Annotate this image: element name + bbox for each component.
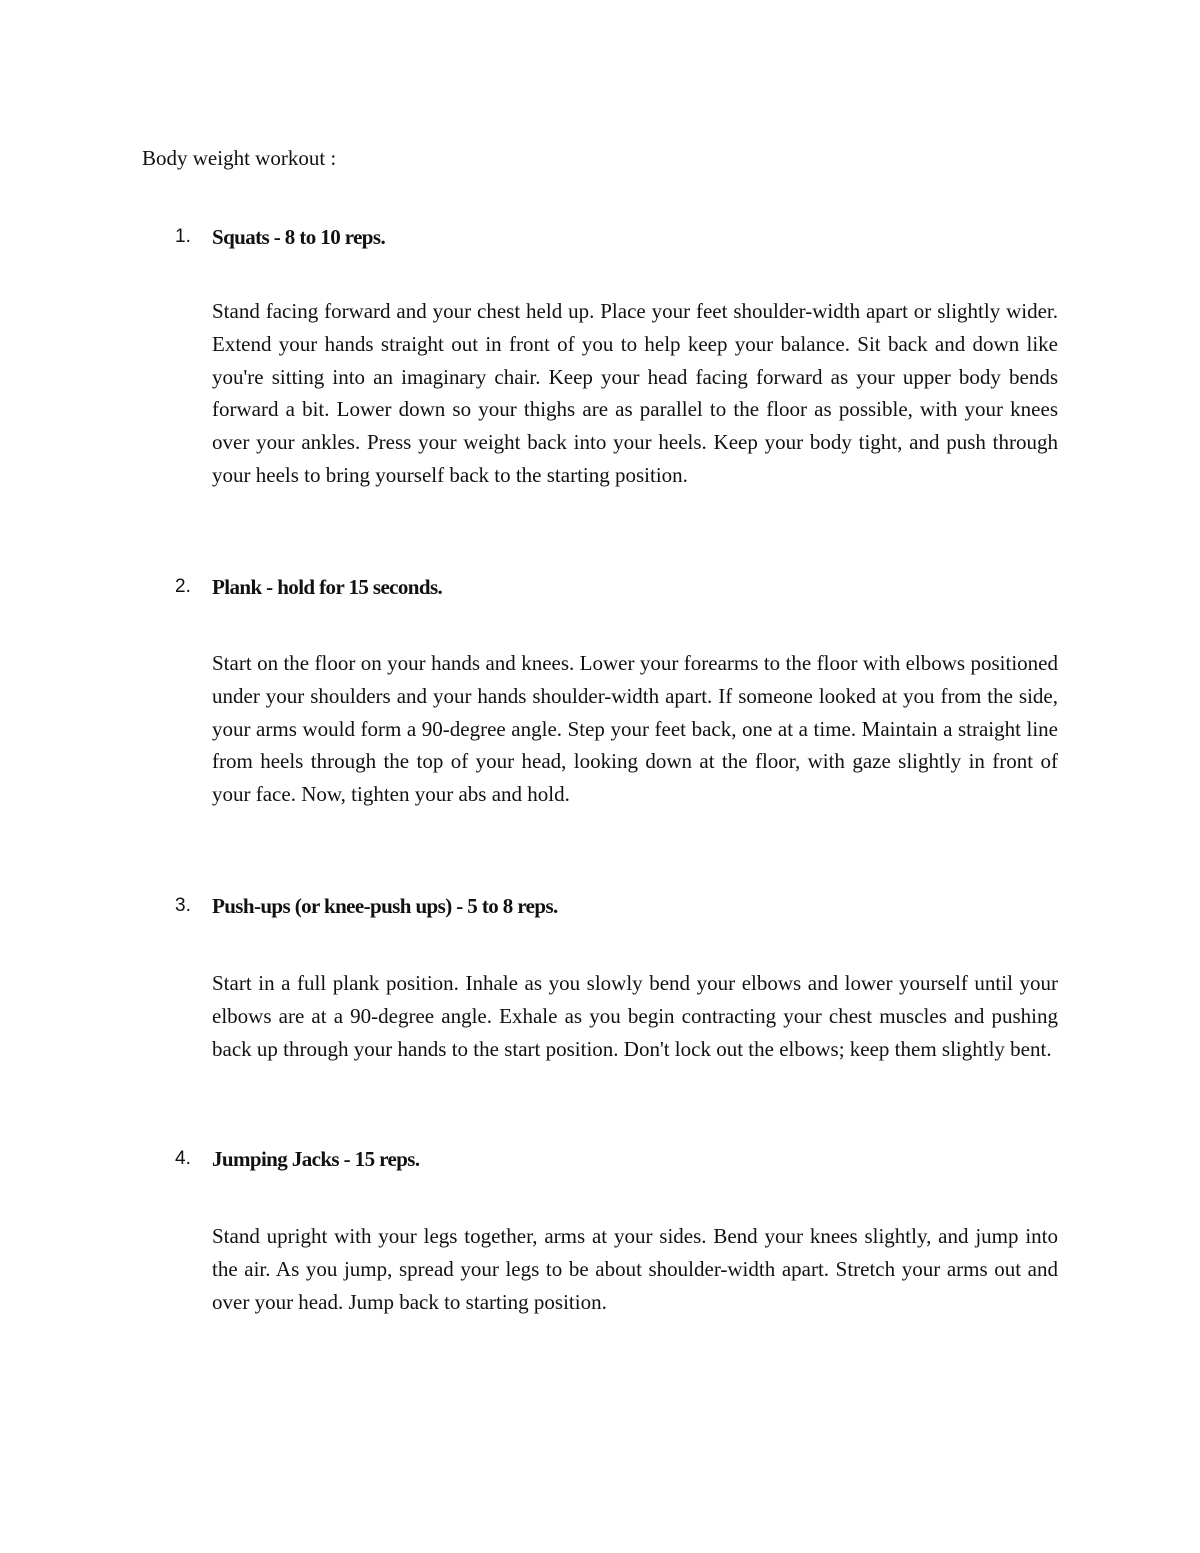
exercise-heading: Jumping Jacks - 15 reps. <box>212 1147 420 1171</box>
list-number: 1. <box>175 226 191 247</box>
exercise-description: Start in a full plank position. Inhale as you slowly bend your elbows and lower yourself until your elbows are at a 90-degree angle. Exhale as you begin contracting your chest muscles and pushing back up through your hands to the start position. Don't lock out the elbows; keep them slightly bent. <box>212 971 1058 1061</box>
exercise-heading: Push-ups (or knee-push ups) - 5 to 8 reps. <box>212 894 558 918</box>
exercise-heading: Plank - hold for 15 seconds. <box>212 575 443 599</box>
document-title: Body weight workout : <box>142 146 337 170</box>
exercise-description: Start on the floor on your hands and knees. Lower your forearms to the floor with elbows positioned under your shoulders and your hands shoulder-width apart. If someone looked at you from the side, your arms would form a 90-degree angle. Step your feet back, one at a time. Maintain a straight line from heels through the top of your head, looking down at the floor, with gaze slightly in front of your face. Now, tighten your abs and hold. <box>212 651 1058 807</box>
exercise-heading: Squats - 8 to 10 reps. <box>212 225 386 249</box>
exercise-description: Stand facing forward and your chest held up. Place your feet shoulder-width apart or slightly wider. Extend your hands straight out in front of you to help keep your balance. Sit back and down like you're sitting into an imaginary chair. Keep your head facing forward as your upper body bends forward a bit. Lower down so your thighs are as parallel to the floor as possible, with your knees over your ankles. Press your weight back into your heels. Keep your body tight, and push through your heels to bring yourself back to the starting position. <box>212 299 1058 487</box>
exercise-description: Stand upright with your legs together, arms at your sides. Bend your knees slightly, and jump into the air. As you jump, spread your legs to be about shoulder-width apart. Stretch your arms out and over your head. Jump back to starting position. <box>212 1224 1058 1314</box>
list-number: 2. <box>175 576 191 597</box>
list-number: 3. <box>175 895 191 916</box>
list-number: 4. <box>175 1148 191 1169</box>
